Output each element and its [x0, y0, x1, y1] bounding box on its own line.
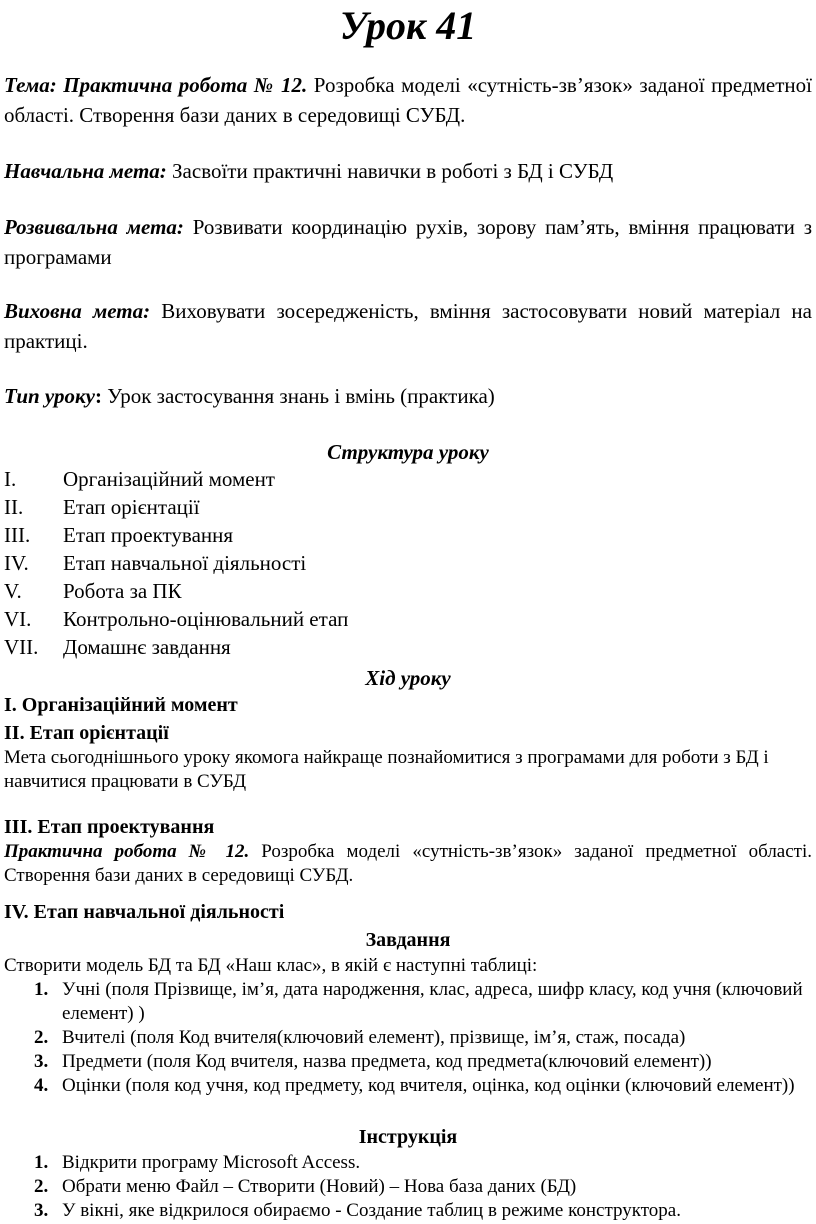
education-goal-label: Виховна мета: [4, 299, 151, 323]
list-item-text: Етап орієнтації [63, 495, 200, 519]
topic-label: Тема: Практична робота № 12. [4, 73, 308, 97]
list-item-text: Відкрити програму Microsoft Access. [62, 1152, 361, 1173]
list-item-number: II. [4, 495, 24, 519]
list-item-text: Контрольно-оцінювальний етап [63, 607, 349, 631]
section-activity-heading: IV. Етап навчальної діяльності [4, 901, 285, 923]
list-item-number: VI. [4, 607, 32, 631]
list-item [0, 1175, 812, 1199]
practical-work-label: Практична робота № 12. [4, 841, 250, 862]
section-organizational-heading: I. Організаційний момент [4, 694, 238, 716]
list-item-text: Оцінки (поля код учня, код предмету, код вчителя, оцінка, код оцінки (ключовий елемент)) [62, 1075, 795, 1096]
education-goal-paragraph [4, 296, 812, 356]
list-item-number: 1. [34, 1152, 49, 1173]
list-item-number: 2. [34, 1176, 49, 1197]
list-item-number: IV. [4, 551, 29, 575]
structure-heading: Структура уроку [327, 440, 489, 464]
list-item-text: Етап навчальної діяльності [63, 551, 307, 575]
list-item-text: Предмети (поля Код вчителя, назва предмета, код предмета(ключовий елемент)) [62, 1051, 712, 1072]
learning-goal-paragraph [4, 156, 812, 186]
learning-goal-text: Засвоїти практичні навички в роботі з БД і СУБД [166, 159, 614, 183]
section-design-heading: III. Етап проектування [4, 816, 215, 838]
list-item-text: Вчителі (поля Код вчителя(ключовий елемент), прізвище, ім’я, стаж, посада) [62, 1027, 686, 1048]
list-item-text: Обрати меню Файл – Створити (Новий) – Нова база даних (БД) [62, 1176, 577, 1197]
list-item [4, 633, 604, 661]
list-item [0, 1050, 812, 1074]
lesson-type-text: Урок застосування знань і вмінь (практика) [101, 384, 495, 408]
list-item-text: Учні (поля Прізвище, ім’я, дата народження, клас, адреса, шифр класу, код учня (ключовий елемент) ) [62, 979, 803, 1024]
list-item-number: V. [4, 579, 22, 603]
list-item [0, 1074, 812, 1098]
lesson-type-paragraph [4, 381, 812, 411]
list-item [4, 549, 604, 577]
list-item-text: Домашнє завдання [63, 635, 231, 659]
structure-list [4, 465, 604, 661]
instruction-list [0, 1151, 812, 1223]
development-goal-paragraph [4, 212, 812, 272]
orientation-text: Мета сьогоднішнього уроку якомога найкраще познайомитися з програмами для роботи з БД і навчитися працювати в СУБД [4, 747, 769, 792]
list-item [0, 1199, 812, 1223]
list-item-number: I. [4, 467, 17, 491]
list-item [0, 978, 812, 1026]
development-goal-text: Розвивати координацію рухів, зорову пам’ять, вміння працювати з програмами [4, 215, 813, 269]
list-item [4, 605, 604, 633]
task-list [0, 978, 812, 1098]
list-item-number: 3. [34, 1200, 49, 1221]
list-item-number: 2. [34, 1027, 49, 1048]
list-item [0, 1151, 812, 1175]
list-item-text: Робота за ПК [63, 579, 182, 603]
list-item [4, 493, 604, 521]
topic-paragraph [4, 70, 812, 130]
list-item-number: VII. [4, 635, 39, 659]
section-orientation-heading: II. Етап орієнтації [4, 722, 169, 744]
course-heading: Хід уроку [365, 666, 451, 690]
list-item-number: 3. [34, 1051, 49, 1072]
list-item [4, 521, 604, 549]
list-item [4, 465, 604, 493]
task-heading: Завдання [365, 929, 451, 951]
list-item-text: У вікні, яке відкрилося обираємо - Создание таблиц в режиме конструктора. [62, 1200, 681, 1221]
list-item-number: III. [4, 523, 31, 547]
lesson-type-label: Тип уроку [4, 384, 95, 408]
lesson-title: Урок 41 [339, 3, 477, 48]
list-item [0, 1026, 812, 1050]
list-item-number: 4. [34, 1075, 49, 1096]
list-item [4, 577, 604, 605]
lesson-type-colon: : [94, 384, 102, 408]
list-item-text: Організаційний момент [63, 467, 275, 491]
topic-text: Розробка моделі «сутність-зв’язок» заданої предметної області. Створення бази даних в середовищі СУБД. [4, 73, 812, 127]
instruction-heading: Інструкція [358, 1126, 458, 1148]
design-paragraph [4, 840, 812, 888]
task-intro: Створити модель БД та БД «Наш клас», в якій є наступні таблиці: [4, 955, 538, 976]
list-item-number: 1. [34, 979, 49, 1000]
education-goal-text: Виховувати зосередженість, вміння застосовувати новий матеріал на практиці. [4, 299, 812, 353]
development-goal-label: Розвивальна мета: [4, 215, 184, 239]
list-item-text: Етап проектування [63, 523, 234, 547]
practical-work-text: Розробка моделі «сутність-зв’язок» заданої предметної області. Створення бази даних в середовищі СУБД. [4, 841, 812, 886]
learning-goal-label: Навчальна мета: [4, 159, 167, 183]
